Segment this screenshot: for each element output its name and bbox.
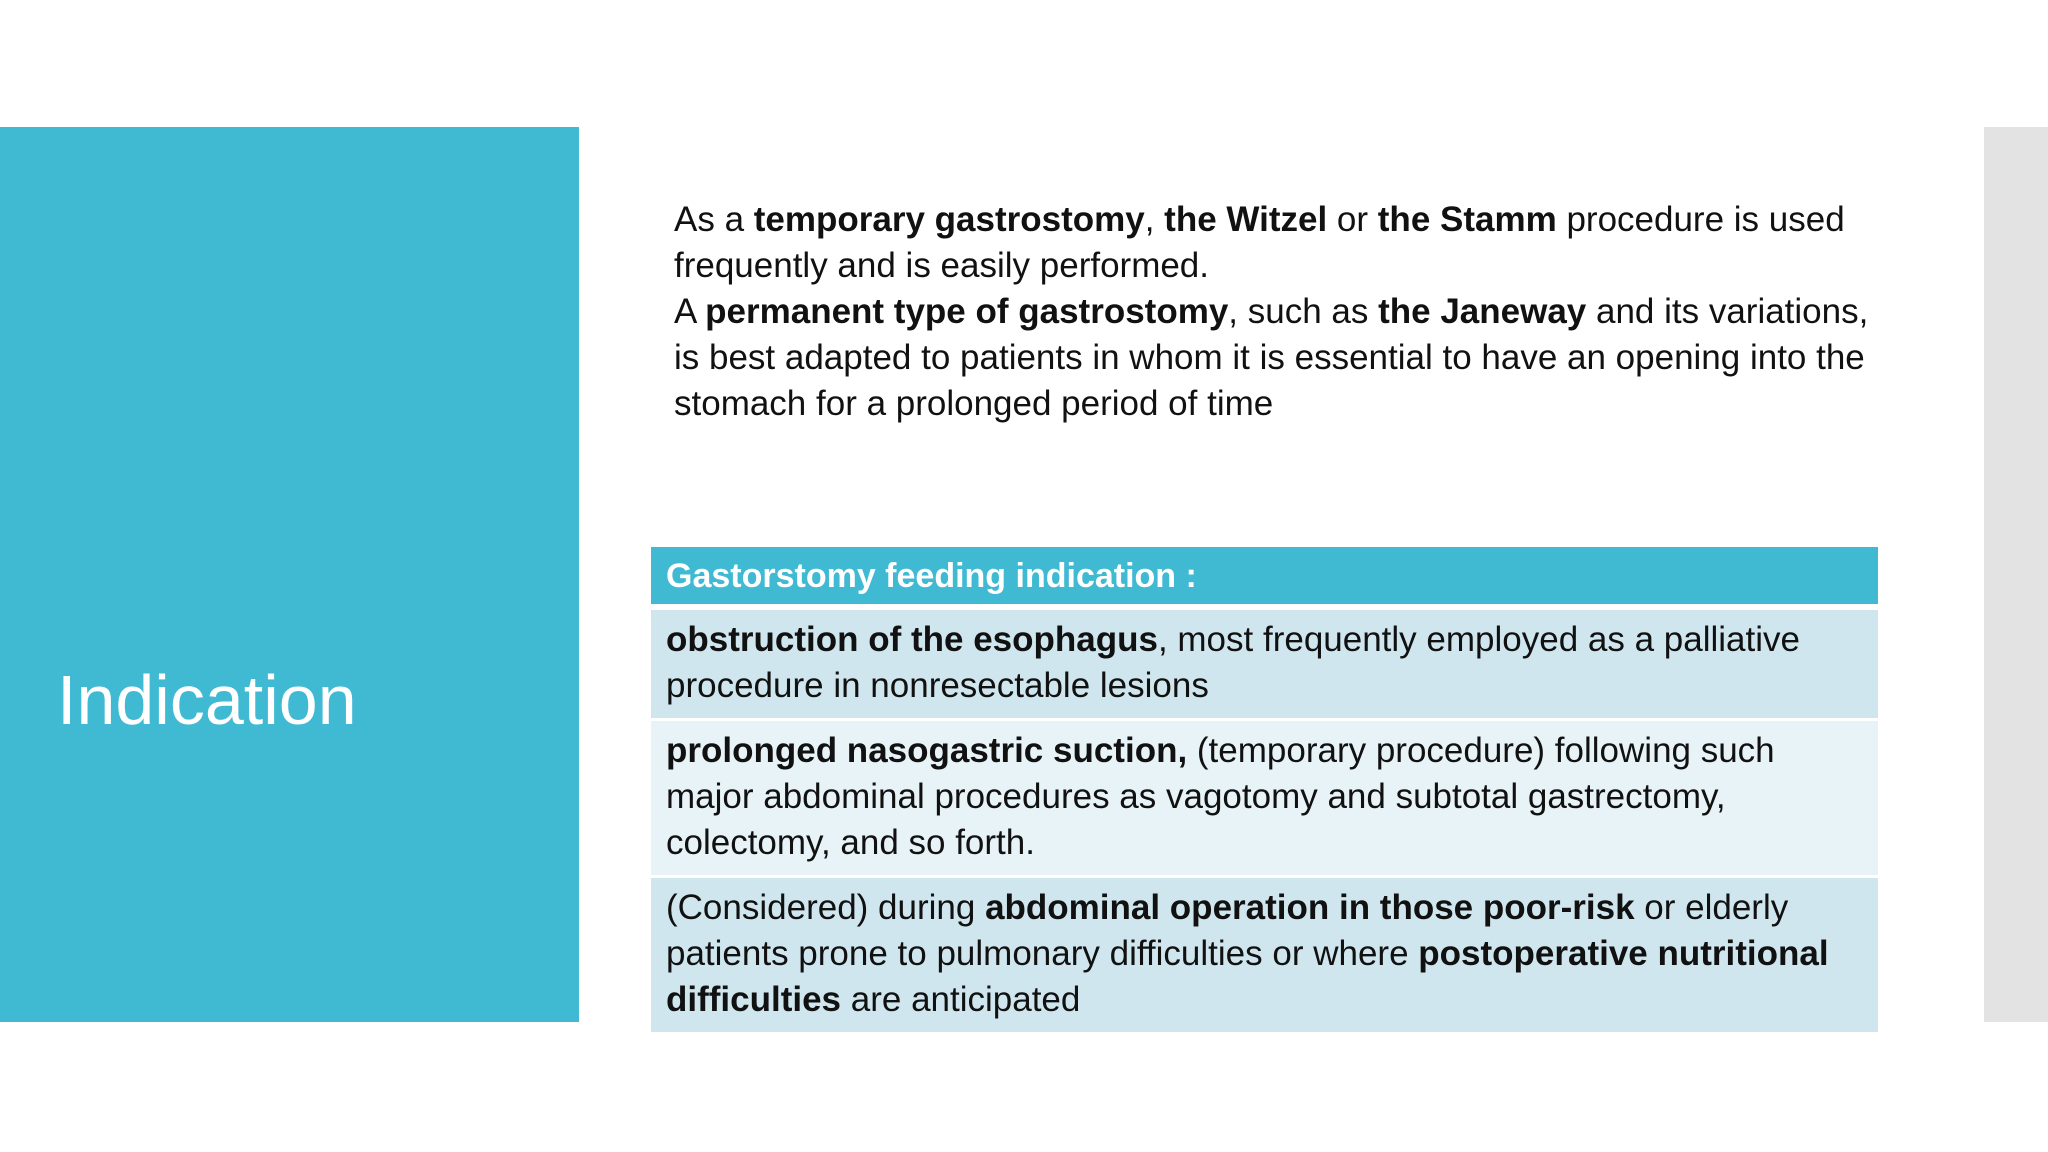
- bold-run: permanent type of gastrostomy: [705, 292, 1229, 331]
- bold-run: prolonged nasogastric suction,: [666, 731, 1188, 770]
- bold-run: temporary gastrostomy: [753, 200, 1145, 239]
- text-run: are anticipated: [841, 980, 1081, 1019]
- text-run: or elderly patients prone to pulmonary difficulties or where: [666, 888, 1789, 973]
- title-panel: [0, 127, 579, 1022]
- slide-title: Indication: [57, 661, 357, 739]
- table-row-abdominal-operation: [651, 877, 1878, 1033]
- table-cell: [651, 607, 1878, 720]
- bold-run: the Janeway: [1378, 292, 1587, 331]
- text-run: ,: [1144, 200, 1165, 239]
- bold-run: obstruction of the esophagus: [666, 620, 1158, 659]
- table-cell: [651, 720, 1878, 877]
- text-run: and its variations, is best adapted to patients in whom it is essential to have an opening into the stomach for a prolonged period of time: [674, 292, 1869, 423]
- intro-text: [674, 197, 1874, 427]
- bold-run: postoperative nutritional difficulties: [666, 934, 1829, 1019]
- table-row-nasogastric: [651, 720, 1878, 877]
- text-run: As a: [674, 200, 754, 239]
- table-header-row: [651, 547, 1878, 607]
- text-run: , most frequently employed as a palliative procedure in nonresectable lesions: [666, 620, 1800, 705]
- text-run: A: [674, 292, 706, 331]
- bold-run: the Stamm: [1377, 200, 1557, 239]
- text-run: or: [1327, 200, 1378, 239]
- indication-table: [651, 547, 1878, 1032]
- table-row-esophagus: [651, 607, 1878, 720]
- table-header: Gastorstomy feeding indication :: [651, 547, 1878, 607]
- text-run: (temporary procedure) following such major abdominal procedures as vagotomy and subtotal gastrectomy, colectomy, and so forth.: [666, 731, 1775, 862]
- text-run: , such as: [1228, 292, 1379, 331]
- text-run: procedure is used frequently and is easily performed.: [674, 200, 1845, 285]
- bold-run: the Witzel: [1164, 200, 1328, 239]
- intro-paragraph-temporary: [674, 197, 1874, 289]
- right-edge-strip: [1984, 127, 2048, 1022]
- table-cell: [651, 877, 1878, 1033]
- intro-paragraph-permanent: [674, 289, 1874, 427]
- text-run: (Considered) during: [666, 888, 986, 927]
- bold-run: abdominal operation in those poor-risk: [985, 888, 1635, 927]
